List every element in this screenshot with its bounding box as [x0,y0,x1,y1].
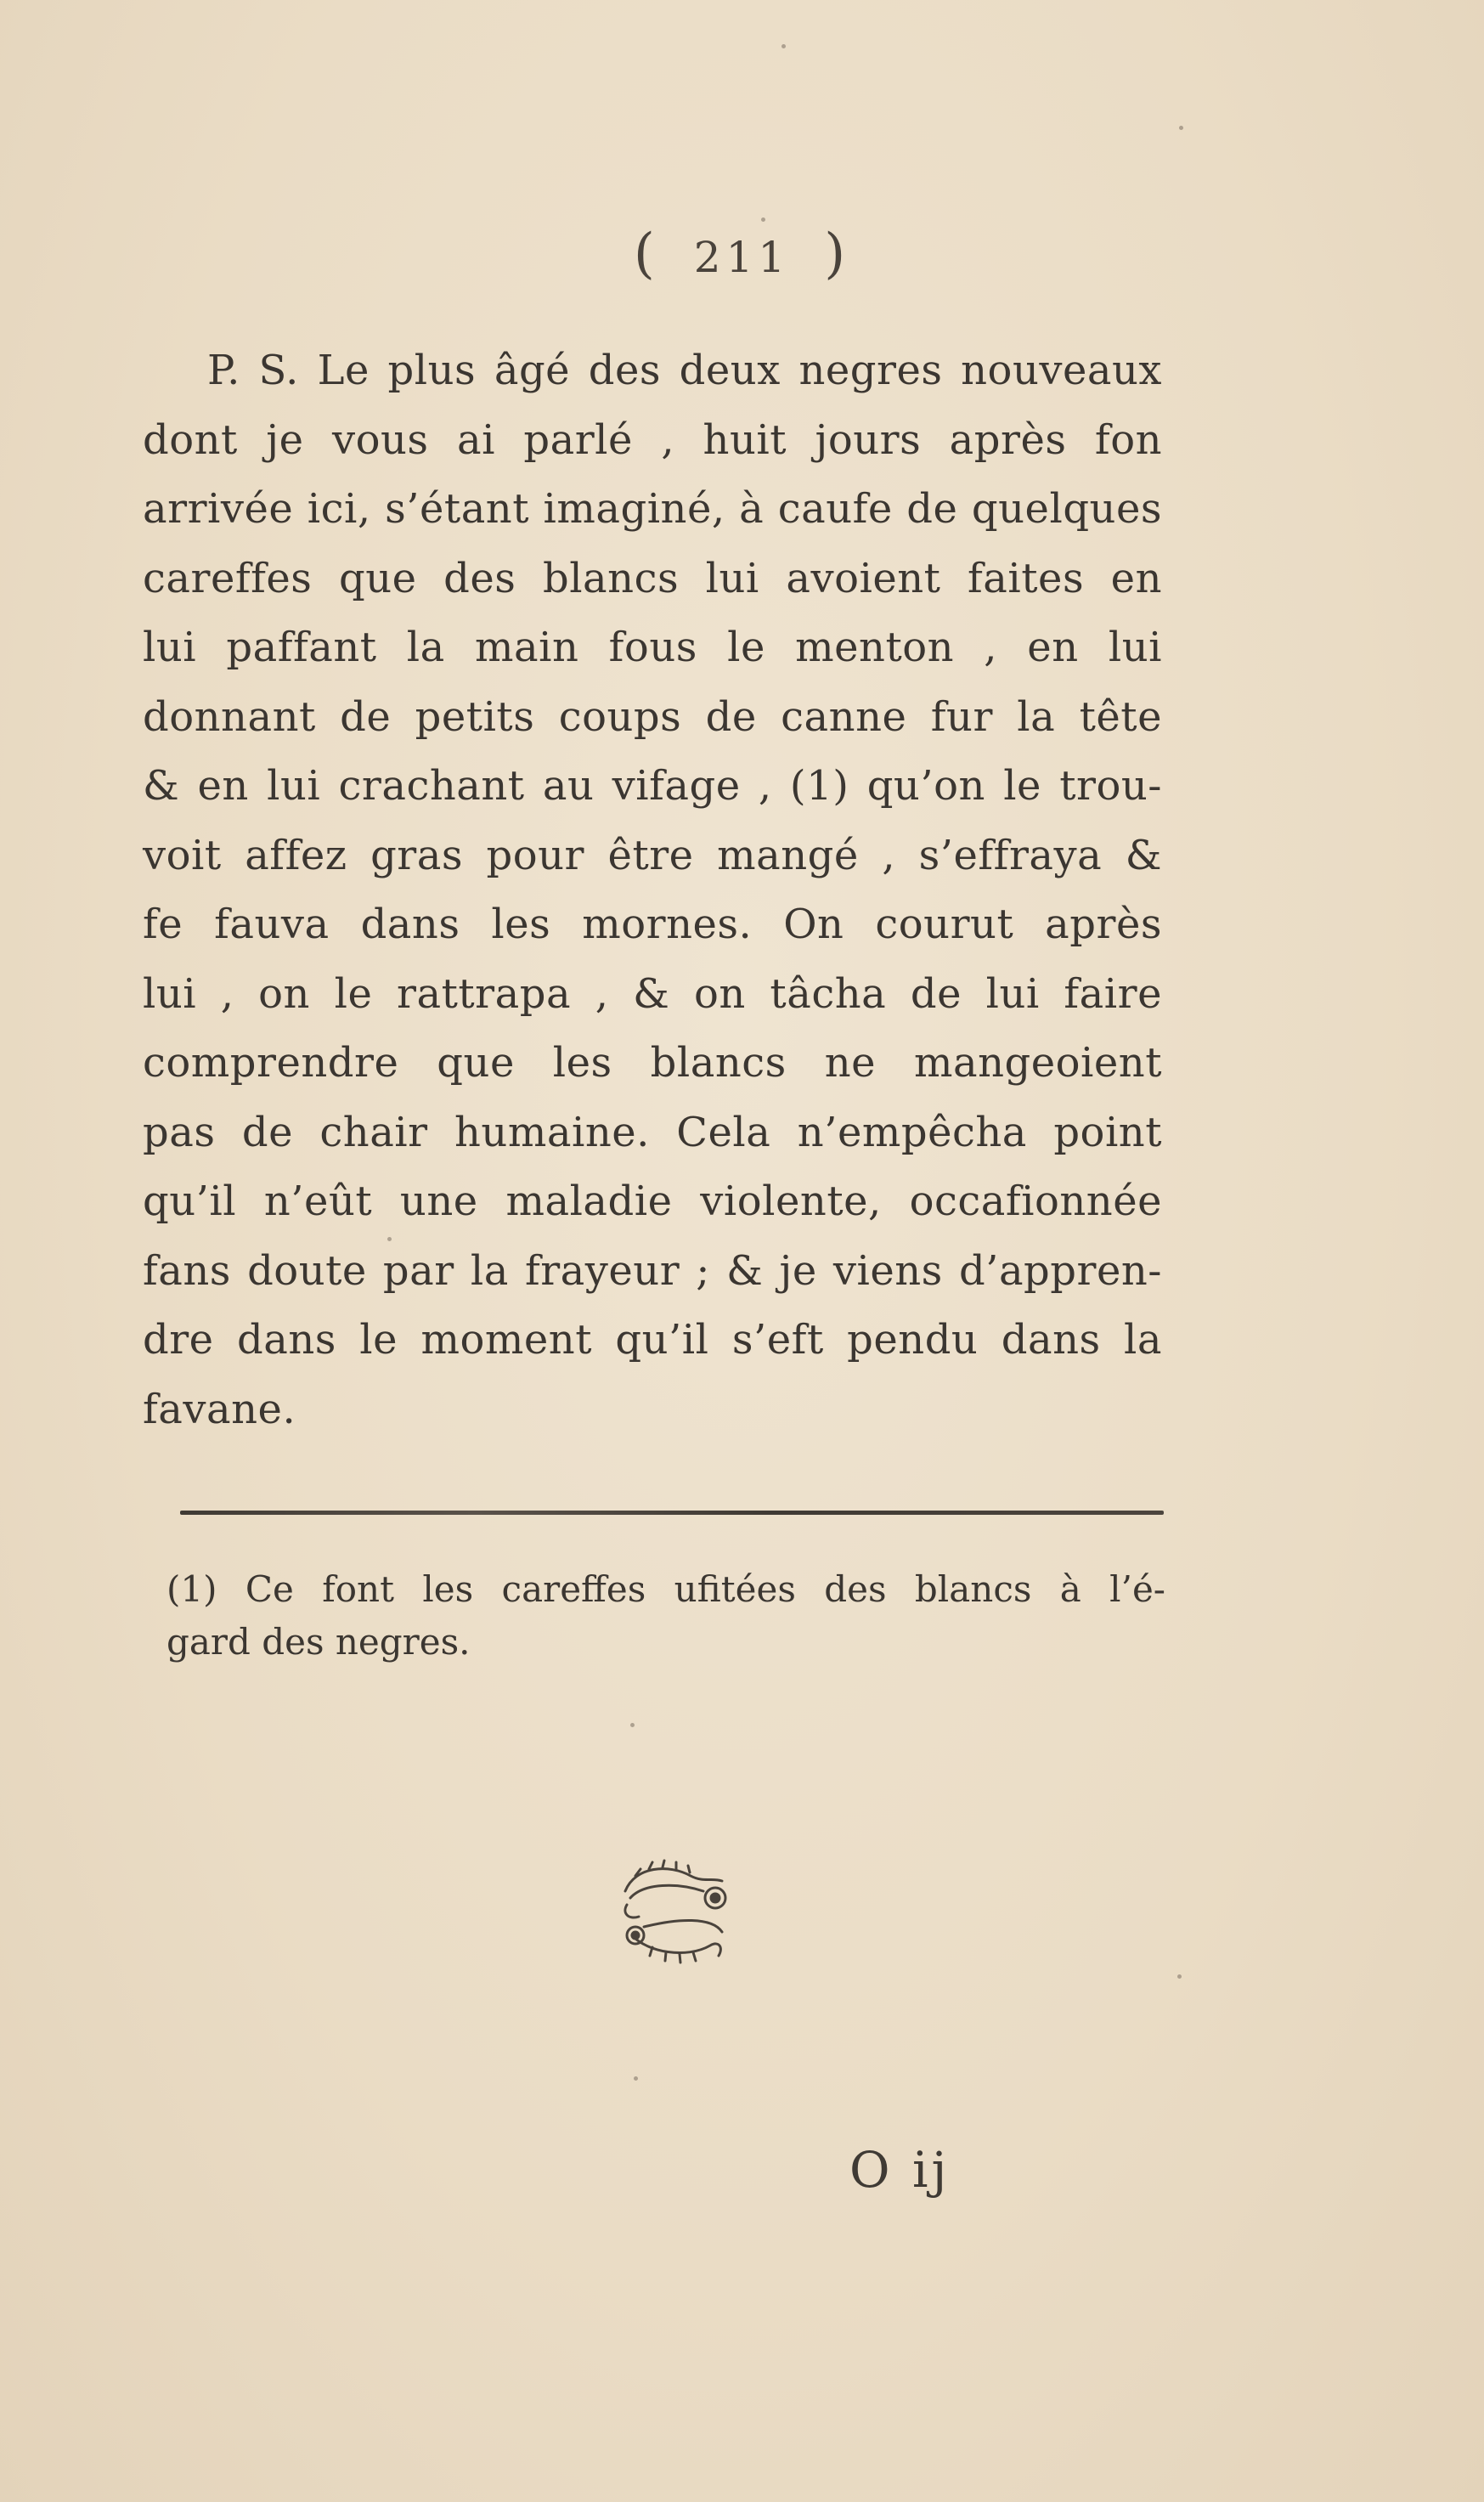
body-line: arrivée ici, s’étant imaginé, à caufe de quelques [143,485,1162,533]
body-line: fe fauva dans les mornes. On courut après [143,901,1162,948]
body-line: favane. [143,1385,296,1433]
footnote-line: gard des negres. [166,1621,471,1663]
body-line: comprendre que les blancs ne mangeoient [143,1039,1162,1087]
body-line: lui , on le rattrapa , & on tâcha de lui faire [143,969,1162,1018]
body-line: P. S. Le plus âgé des deux negres nouveaux [207,347,1162,394]
body-line: dre dans le moment qu’il s’eft pendu dans la [143,1316,1162,1364]
paper-speck [1177,1974,1182,1979]
body-line: careffes que des blancs lui avoient faites en [143,554,1162,602]
body-line: voit affez gras pour être mangé , s’effraya & [143,831,1162,879]
header-close-paren: ) [824,223,851,285]
paper-speck [387,1237,392,1241]
body-line: fans doute par la frayeur ; & je viens d’appren- [143,1246,1162,1295]
signature-mark: O ij [849,2141,951,2199]
paper-speck [634,2076,638,2081]
header-open-paren: ( [633,223,660,285]
paper-speck [630,1723,635,1727]
body-text [143,336,1162,1444]
footnote [166,1563,1165,1669]
paper-speck [1179,126,1183,130]
paper-speck [781,44,786,48]
body-line: & en lui crachant au vifage , (1) qu’on le trou- [143,762,1162,810]
footnote-line: (1) Ce font les careffes ufitées des blancs à l’é- [166,1568,1165,1610]
page-header [0,223,1484,285]
decorative-fleuron-icon [610,1857,737,1976]
body-line: donnant de petits coups de canne fur la tête [143,692,1162,741]
body-line: dont je vous ai parlé , huit jours après fon [143,415,1162,464]
body-line: lui paffant la main fous le menton , en lui [143,624,1162,671]
body-line: qu’il n’eût une maladie violente, occafionnée [143,1178,1162,1225]
footnote-divider [180,1511,1164,1515]
paper-speck [761,217,765,222]
page-number: 211 [693,233,791,282]
body-line: pas de chair humaine. Cela n’empêcha point [143,1108,1162,1156]
